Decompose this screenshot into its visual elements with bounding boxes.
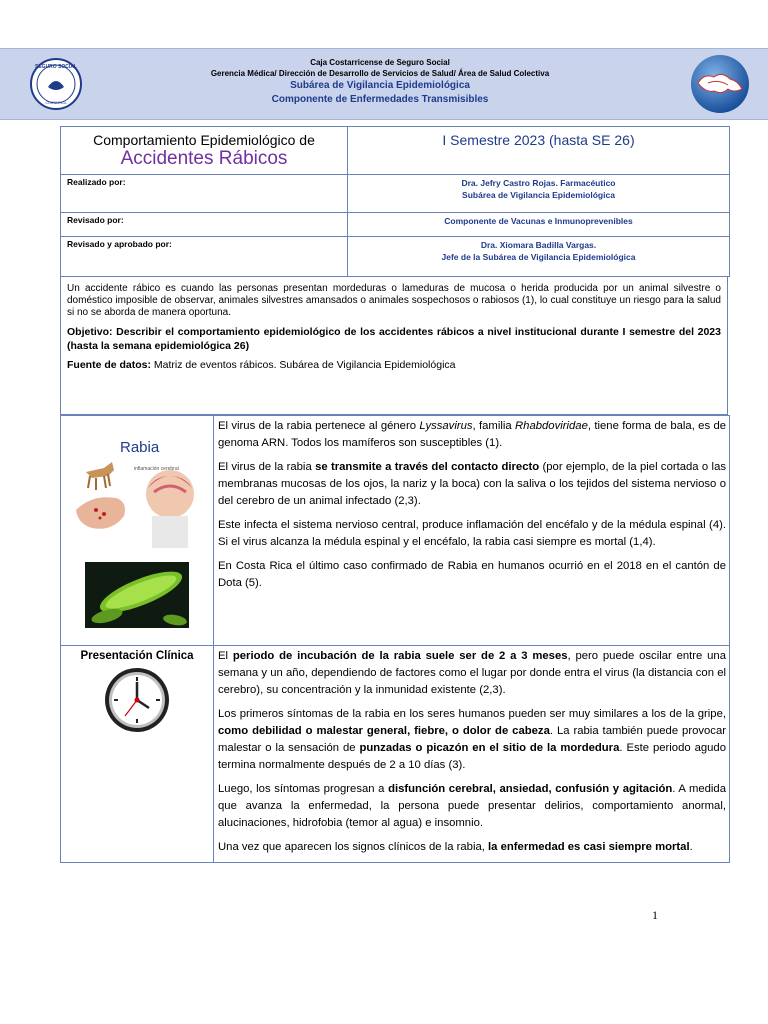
logo-left-sub: COSTA RICA (45, 101, 67, 105)
family-name: Rhabdoviridae (515, 420, 588, 432)
clinical-paragraph-3: Luego, los síntomas progresan a disfunción cerebral, ansiedad, confusión y agitación. A medida que avanza la enfermedad, la persona puede presentar delirios, comportamiento anormal, alucinaciones, hidrofobia (temor al agua) e insomnio. (218, 783, 727, 829)
data-source (67, 359, 721, 371)
image-caption: inflamación cerebral (134, 466, 179, 472)
introduction-section (60, 277, 728, 415)
prepared-by-value (348, 175, 730, 213)
rabia-description-cell (214, 416, 730, 646)
reviewed-by-name: Componente de Vacunas e Inmunoprevenibles (444, 216, 633, 226)
reviewed-by-value (348, 213, 730, 237)
genus-name: Lyssavirus (419, 420, 473, 432)
data-source-text: Matriz de eventos rábicos. Subárea de Vigilancia Epidemiológica (151, 359, 456, 371)
prepared-by-unit: Subárea de Vigilancia Epidemiológica (462, 190, 615, 200)
header-component: Componente de Enfermedades Transmisibles (271, 94, 489, 105)
document-header-banner (0, 48, 768, 120)
report-title-line2: Accidentes Rábicos (120, 148, 288, 169)
rabia-paragraph-4: En Costa Rica el último caso confirmado de Rabia en humanos ocurrió en el 2018 en el cantón de Dota (5). (218, 560, 726, 589)
logo-left-label: SEGURO SOCIAL (35, 64, 77, 70)
prepared-by-name: Dra. Jefry Castro Rojas. Farmacéutico (461, 178, 616, 188)
clinical-paragraph-4: Una vez que aparecen los signos clínicos de la rabia, la enfermedad es casi siempre mortal. (218, 841, 693, 853)
rabia-heading: Rabia (120, 439, 160, 456)
seguro-social-logo-icon (26, 57, 86, 111)
rabia-paragraph-3: Este infecta el sistema nervioso central, produce inflamación del encéfalo y de la médula espinal (4). Si el virus alcanza la médula espinal y el encéfalo, la rabia casi siempre es mortal (1,4). (218, 519, 726, 548)
clock-icon (103, 666, 171, 734)
data-source-label: Fuente de datos: (67, 359, 152, 371)
rabia-paragraph-1: El virus de la rabia pertenece al género Lyssavirus, familia Rhabdoviridae, tiene forma de bala, es de genoma ARN. Todos los mamíferos son susceptibles (1). (218, 420, 727, 449)
clinical-description-cell (214, 646, 730, 863)
intro-paragraph: Un accidente rábico es cuando las personas presentan mordeduras o lameduras de mucosa o herida producida por un animal silvestre o doméstico imposible de observar, animales silvestres amansados o animales sospechosos o rabiosos (1), lo cual constituye un riesgo para la salud si no se aborda de manera oportuna. (67, 283, 721, 318)
content-table (60, 415, 730, 863)
objective-text: Objetivo: Describir el comportamiento epidemiológico de los accidentes rábicos a nivel institucional durante I semestre del 2023 (hasta la semana epidemiológica 26) (67, 326, 721, 352)
rabia-paragraph-2: El virus de la rabia se transmite a través del contacto directo (por ejemplo, de la piel cortada o las membranas mucosas de los ojos, la nariz y la boca) con la saliva o los tejidos del sistema nervioso o del cerebro de un animal infectado (2,3). (218, 461, 726, 507)
header-institution: Caja Costarricense de Seguro Social (310, 58, 450, 67)
report-title-cell (61, 127, 348, 175)
approved-by-label: Revisado y aprobado por: (61, 237, 348, 277)
report-info-table (60, 126, 730, 277)
rabia-image-cell (61, 416, 214, 646)
approved-by-name: Dra. Xiomara Badilla Vargas. (480, 240, 597, 250)
header-management: Gerencia Médica/ Dirección de Desarrollo de Servicios de Salud/ Área de Salud Colectiva (210, 69, 550, 78)
clinical-image-cell (61, 646, 214, 863)
approved-by-value (348, 237, 730, 277)
rabies-illustration-image (72, 458, 202, 548)
report-period-cell (348, 127, 730, 175)
approved-by-role: Jefe de la Subárea de Vigilancia Epidemiológica (441, 252, 636, 262)
clinical-paragraph-1: El periodo de incubación de la rabia suele ser de 2 a 3 meses, pero puede oscilar entre una semana y un año, dependiendo de factores como el lugar por donde entra el virus (la distancia con el cerebro), su concentración y la inmunidad existente (2,3). (218, 650, 726, 696)
header-subarea: Subárea de Vigilancia Epidemiológica (290, 80, 470, 91)
page-number: 1 (652, 908, 658, 922)
virus-microscopy-image (85, 562, 189, 628)
globe-costa-rica-icon (684, 53, 756, 115)
report-period: I Semestre 2023 (hasta SE 26) (442, 132, 635, 148)
prepared-by-label: Realizado por: (61, 175, 348, 213)
clinical-heading: Presentación Clínica (80, 650, 194, 662)
clinical-paragraph-2: Los primeros síntomas de la rabia en los seres humanos pueden ser muy similares a los de la gripe, como debilidad o malestar general, fiebre, o dolor de cabeza. La rabia también puede provocar malestar o la sensación de punzadas o picazón en el sitio de la mordedura. Este periodo agudo termina normalmente después de 2 a 10 días (3). (218, 708, 727, 771)
reviewed-by-label: Revisado por: (61, 213, 348, 237)
header-text-block (120, 57, 640, 107)
report-title-line1: Comportamiento Epidemiológico de (93, 132, 315, 148)
